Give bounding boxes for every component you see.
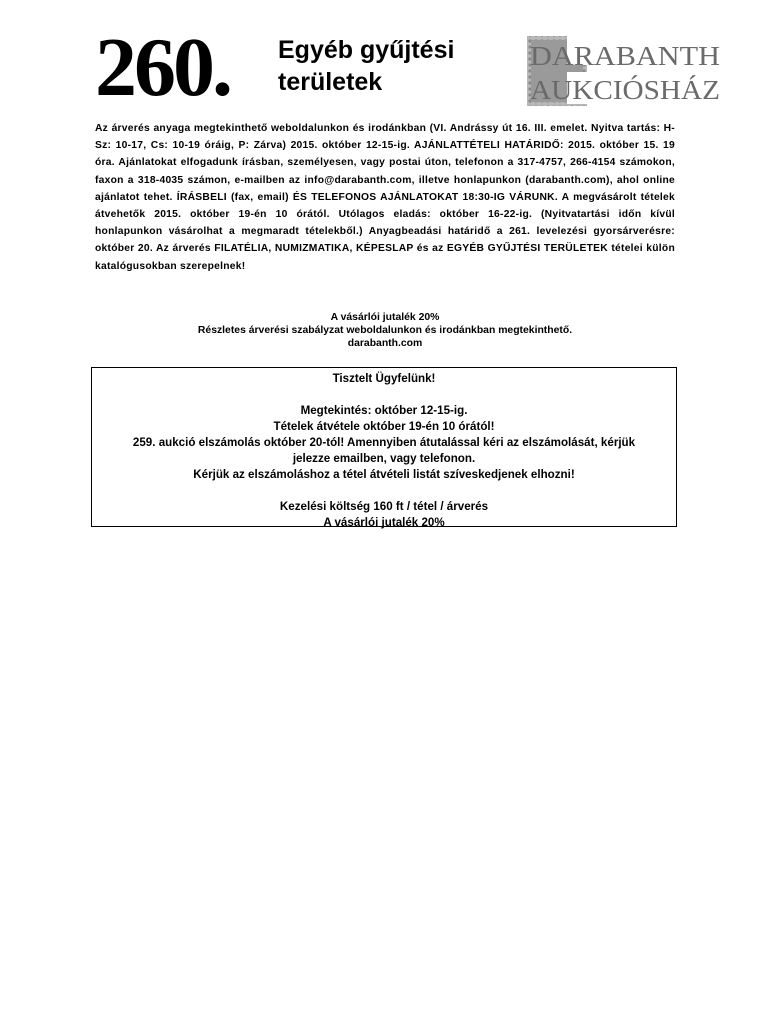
notice-viewing: Megtekintés: október 12-15-ig.	[300, 404, 468, 417]
notice-settlement-2: jelezze emailben, vagy telefonon.	[292, 452, 476, 465]
notice-request: Kérjük az elszámoláshoz a tétel átvételi listát szíveskedjenek elhozni!	[193, 468, 575, 481]
notice-commission: A vásárlói jutalék 20%	[323, 516, 445, 529]
logo-line-1: DARABANTH	[530, 41, 720, 71]
notice-fee: Kezelési költség 160 ft / tétel / árverés	[279, 500, 489, 513]
notice-pickup: Tételek átvétele október 19-én 10 órától!	[273, 420, 495, 433]
auction-number: 260.	[95, 21, 230, 114]
rules-line: Részletes árverési szabályzat weboldalunkon és irodánkban megtekinthető.	[197, 325, 573, 336]
stamp-logo-icon	[527, 32, 725, 108]
logo-line-2: AUKCIÓSHÁZ	[530, 75, 720, 105]
title-line-1: Egyéb gyűjtési	[278, 36, 455, 64]
title-line-2: területek	[278, 68, 383, 96]
commission-line: A vásárlói jutalék 20%	[330, 312, 440, 323]
customer-notice-box	[91, 367, 677, 527]
darabanth-logo	[527, 32, 725, 108]
auction-info-paragraph: Az árverés anyaga megtekinthető weboldalunkon és irodánkban (VI. Andrássy út 16. III. emelet. Nyitva tartás: H-Sz: 10-17, Cs: 10-19 óráig, P: Zárva) 2015. október 12-15-ig. AJÁNLATTÉTELI HATÁRIDŐ: 2015. október 15. 19 óra. Ajánlatokat elfogadunk írásban, személyesen, vagy postai úton, telefonon a 317-4757, 266-4154 számokon, faxon a 318-4035 számon, e-mailben az info@darabanth.com, illetve honlapunkon (darabanth.com), ahol online ajánlatot tehet. ÍRÁSBELI (fax, email) ÉS TELEFONOS AJÁNLATOKAT 18:30-IG VÁRUNK. A megvásárolt tételek átvehetők 2015. október 19-én 10 órától. Utólagos eladás: október 16-22-ig. (Nyitvatartási időn kívül honlapunkon vásárolhat a megmaradt tételekből.) Anyagbeadási határidő a 261. levelezési gyorsárverésre: október 20. Az árverés FILATÉLIA, NUMIZMATIKA, KÉPESLAP és az EGYÉB GYŰJTÉSI TERÜLETEK tételei külön katalógusokban szerepelnek!	[95, 123, 675, 272]
page-header	[95, 21, 735, 114]
notice-settlement-1: 259. aukció elszámolás október 20-tól! Amennyiben átutalással kéri az elszámolását, kérjük	[132, 436, 636, 449]
page-title	[278, 34, 454, 98]
notice-greeting: Tisztelt Ügyfelünk!	[332, 372, 436, 385]
commission-notes	[95, 311, 675, 350]
website-line: darabanth.com	[347, 338, 423, 349]
